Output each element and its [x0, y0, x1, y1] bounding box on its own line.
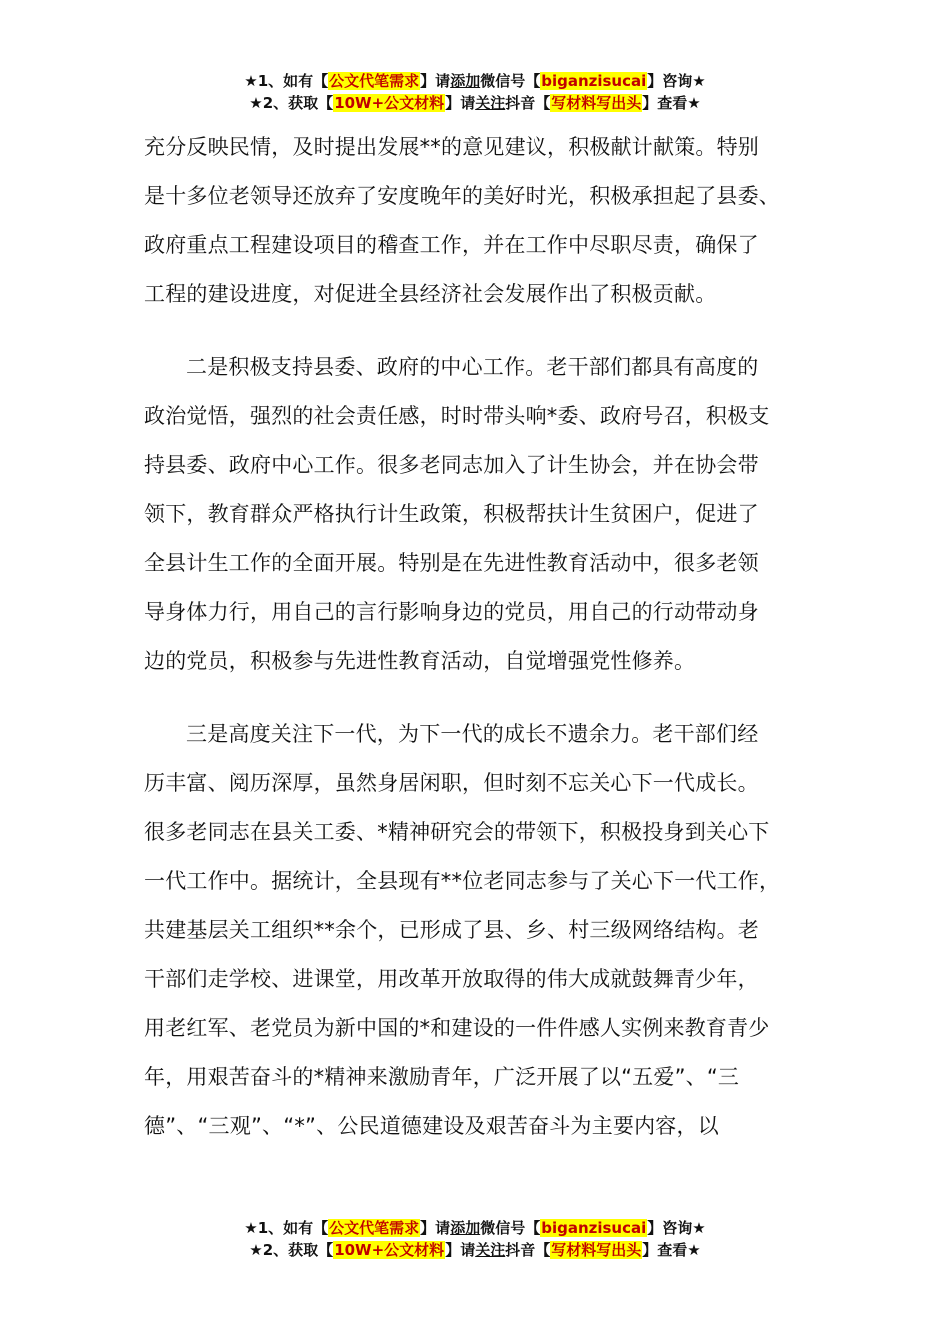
paragraph-1: [144, 123, 826, 319]
banner-text: ★2、获取【: [249, 1241, 334, 1259]
banner-text: 微信号【: [480, 72, 541, 90]
banner-text: 抖音【: [505, 94, 551, 112]
banner-text: 微信号【: [480, 1219, 541, 1237]
text-line: 干部们走学校、进课堂，用改革开放取得的伟大成就鼓舞青少年，: [144, 967, 759, 991]
text-line: 三是高度关注下一代，为下一代的成长不遗余力。老干部们经: [186, 722, 759, 746]
banner-text: 】咨询★: [647, 72, 706, 90]
highlight-douyin: 写材料写出头: [551, 94, 642, 112]
text-line: 工程的建设进度，对促进全县经济社会发展作出了积极贡献。: [144, 282, 717, 306]
banner-underline: 添加: [450, 1219, 481, 1237]
banner-text: 】咨询★: [647, 1219, 706, 1237]
text-line: 年，用艰苦奋斗的*精神来激励青年，广泛开展了以“五爱”、“三: [144, 1065, 740, 1089]
text-line: 是十多位老领导还放弃了安度晚年的美好时光，积极承担起了县委、: [144, 184, 780, 208]
paragraph-2: [144, 343, 826, 686]
highlight-wechat-id: biganzisucai: [541, 72, 647, 90]
banner-text: 】查看★: [642, 94, 701, 112]
highlight-service: 公文代笔需求: [329, 72, 420, 90]
text-line: 充分反映民情，及时提出发展**的意见建议，积极献计献策。特别: [144, 135, 759, 159]
banner-text: 抖音【: [505, 1241, 551, 1259]
banner-line-1: [0, 70, 950, 92]
text-line: 边的党员，积极参与先进性教育活动，自觉增强党性修养。: [144, 649, 696, 673]
text-line: 导身体力行，用自己的言行影响身边的党员，用自己的行动带动身: [144, 600, 759, 624]
text-line: 领下，教育群众严格执行计生政策，积极帮扶计生贫困户，促进了: [144, 502, 759, 526]
banner-line-1: [0, 1217, 950, 1239]
text-line: 共建基层关工组织**余个，已形成了县、乡、村三级网络结构。老: [144, 918, 759, 942]
highlight-service: 公文代笔需求: [329, 1219, 420, 1237]
banner-text: ★1、如有【: [244, 1219, 329, 1237]
banner-text: ★1、如有【: [244, 72, 329, 90]
highlight-wechat-id: biganzisucai: [541, 1219, 647, 1237]
text-line: 持县委、政府中心工作。很多老同志加入了计生协会，并在协会带: [144, 453, 759, 477]
banner-text: 】请: [420, 72, 451, 90]
text-line: 政治觉悟，强烈的社会责任感，时时带头响*委、政府号召，积极支: [144, 404, 770, 428]
paragraph-3: [144, 710, 826, 1151]
highlight-materials: 10W+公文材料: [334, 1241, 445, 1259]
header-banner: [0, 70, 950, 114]
banner-line-2: [0, 1239, 950, 1261]
banner-line-2: [0, 92, 950, 114]
banner-underline: 关注: [475, 94, 506, 112]
text-line: 历丰富、阅历深厚，虽然身居闲职，但时刻不忘关心下一代成长。: [144, 771, 759, 795]
banner-underline: 添加: [450, 72, 481, 90]
footer-banner: [0, 1217, 950, 1261]
text-line: 政府重点工程建设项目的稽查工作，并在工作中尽职尽责，确保了: [144, 233, 759, 257]
banner-underline: 关注: [475, 1241, 506, 1259]
text-line: 用老红军、老党员为新中国的*和建设的一件件感人实例来教育青少: [144, 1016, 770, 1040]
banner-text: 】请: [445, 1241, 476, 1259]
document-body: [144, 123, 826, 1151]
banner-text: 】请: [445, 94, 476, 112]
text-line: 德”、“三观”、“*”、公民道德建设及艰苦奋斗为主要内容，以: [144, 1114, 719, 1138]
text-line: 二是积极支持县委、政府的中心工作。老干部们都具有高度的: [186, 355, 759, 379]
text-line: 很多老同志在县关工委、*精神研究会的带领下，积极投身到关心下: [144, 820, 770, 844]
banner-text: ★2、获取【: [249, 94, 334, 112]
banner-text: 】请: [420, 1219, 451, 1237]
highlight-materials: 10W+公文材料: [334, 94, 445, 112]
banner-text: 】查看★: [642, 1241, 701, 1259]
text-line: 全县计生工作的全面开展。特别是在先进性教育活动中，很多老领: [144, 551, 759, 575]
highlight-douyin: 写材料写出头: [551, 1241, 642, 1259]
text-line: 一代工作中。据统计，全县现有**位老同志参与了关心下一代工作，: [144, 869, 781, 893]
